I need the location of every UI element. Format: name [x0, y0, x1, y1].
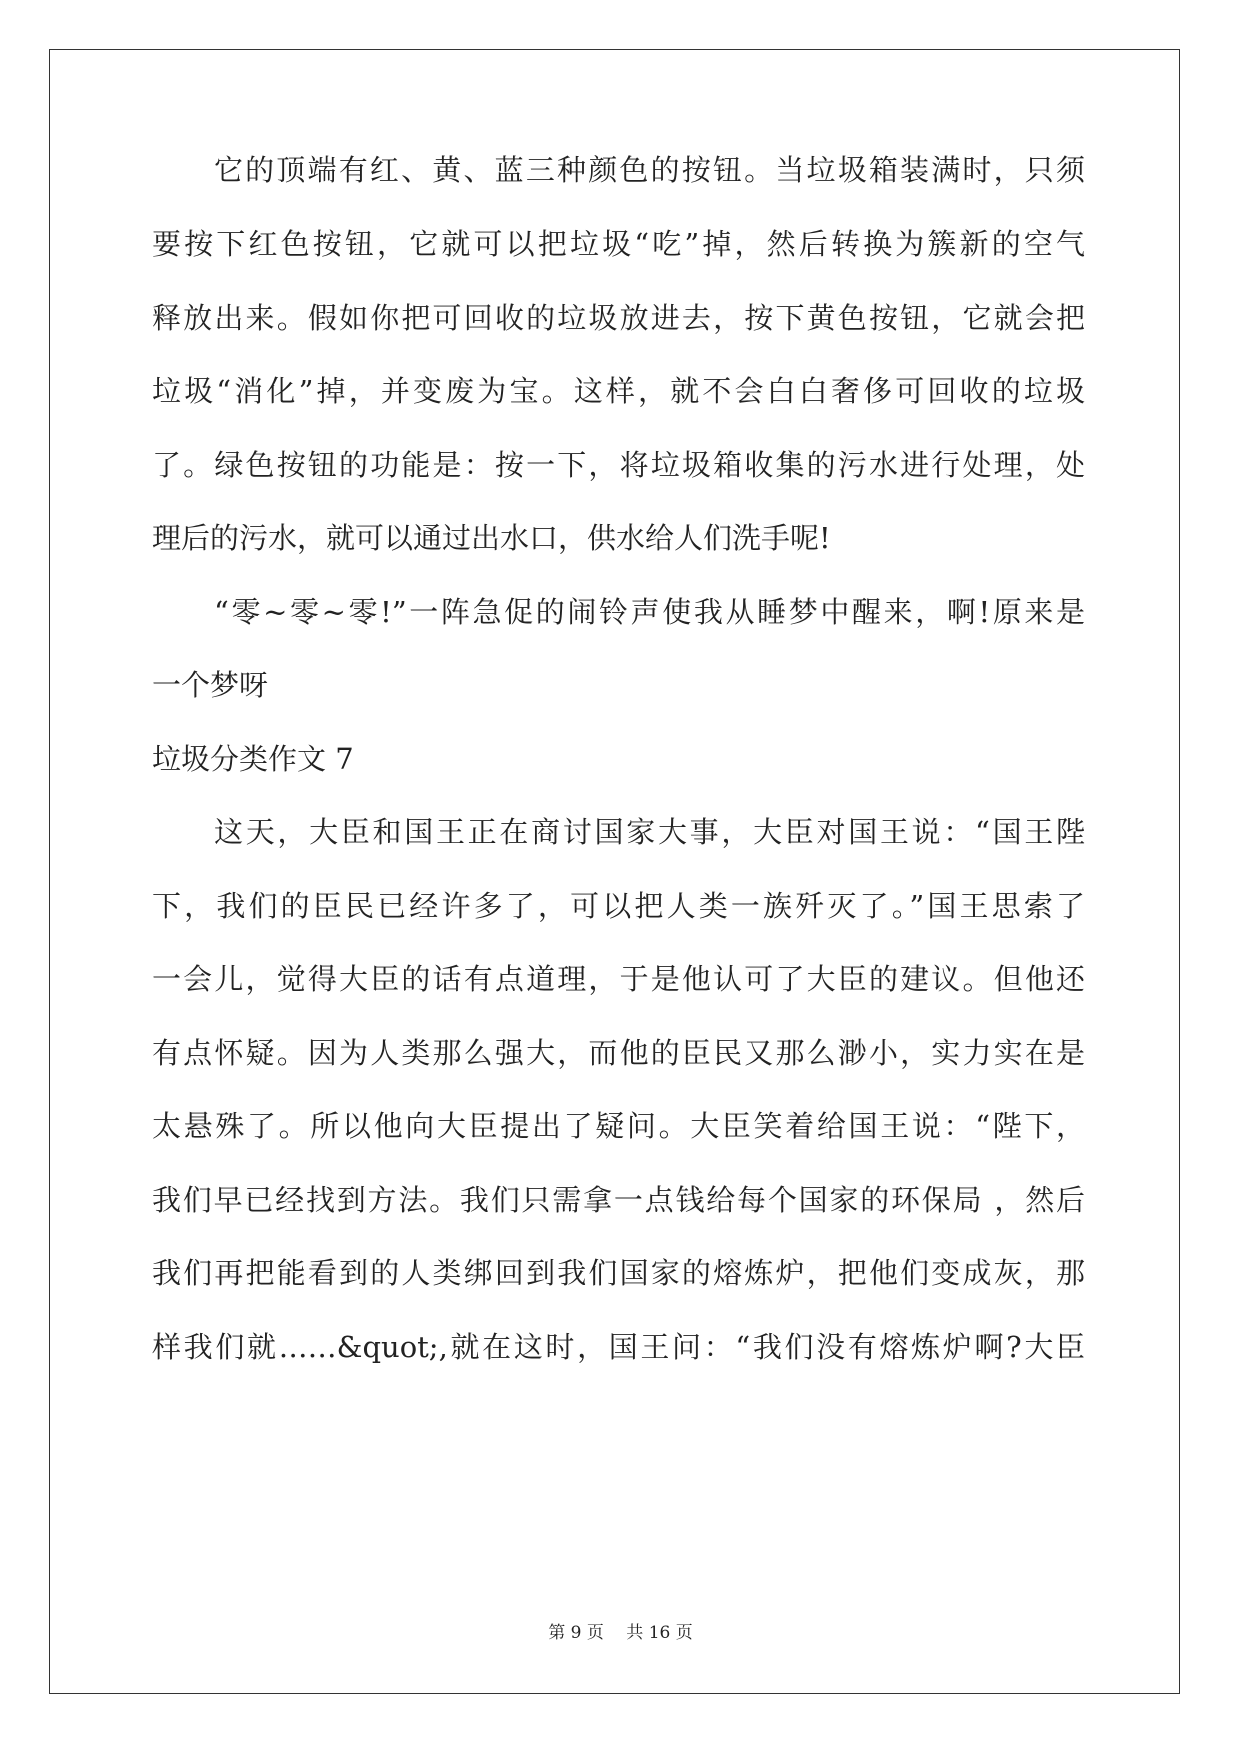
text-line: 我们早已经找到方法。我们只需拿一点钱给每个国家的环保局 ，然后: [152, 1183, 1085, 1217]
text-line: 这天，大臣和国王正在商讨国家大事，大臣对国王说：“国王陛: [214, 815, 1085, 849]
page-number: 第 9 页 共 16 页: [548, 1623, 693, 1643]
text-line: 有点怀疑。因为人类那么强大，而他的臣民又那么渺小，实力实在是: [152, 1036, 1085, 1070]
text-line: 一会儿，觉得大臣的话有点道理，于是他认可了大臣的建议。但他还: [152, 962, 1085, 996]
text-line: “零~零~零!”一阵急促的闹铃声使我从睡梦中醒来，啊!原来是: [214, 595, 1085, 629]
text-line: 我们再把能看到的人类绑回到我们国家的熔炼炉，把他们变成灰，那: [152, 1256, 1085, 1290]
section-heading: 垃圾分类作文 7: [152, 742, 354, 776]
text-line: 下，我们的臣民已经许多了，可以把人类一族歼灭了。”国王思索了: [152, 889, 1085, 923]
text-line: 要按下红色按钮，它就可以把垃圾“吃”掉，然后转换为簇新的空气: [152, 227, 1085, 261]
text-line: 理后的污水，就可以通过出水口，供水给人们洗手呢!: [152, 521, 831, 555]
page-border: [49, 49, 1180, 1694]
text-line: 垃圾“消化”掉，并变废为宝。这样，就不会白白奢侈可回收的垃圾: [152, 374, 1085, 408]
text-line: 释放出来。假如你把可回收的垃圾放进去，按下黄色按钮，它就会把: [152, 301, 1085, 335]
text-line: 了。绿色按钮的功能是：按一下，将垃圾箱收集的污水进行处理，处: [152, 448, 1085, 482]
text-line: 一个梦呀: [152, 668, 269, 702]
text-line: 样我们就……&quot;,就在这时，国王问：“我们没有熔炼炉啊?大臣: [152, 1330, 1085, 1364]
text-line: 它的顶端有红、黄、蓝三种颜色的按钮。当垃圾箱装满时，只须: [214, 153, 1085, 187]
text-line: 太悬殊了。所以他向大臣提出了疑问。大臣笑着给国王说：“陛下，: [152, 1109, 1085, 1143]
